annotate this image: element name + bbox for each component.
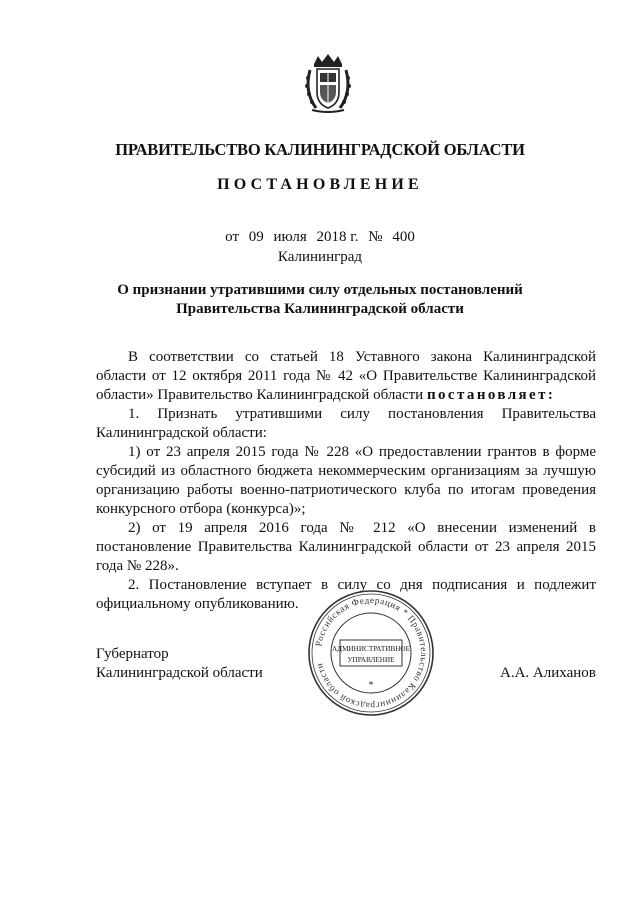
city: Калининград [277, 249, 363, 265]
organization-title: ПРАВИТЕЛЬСТВО КАЛИНИНГРАДСКОЙ ОБЛАСТИ [115, 140, 525, 159]
seal-star: * [368, 680, 374, 691]
date-year: 2018 г. [316, 229, 359, 245]
item-1-1: 1) от 23 апреля 2015 года № 228 «О предоставлении грантов в форме субсидий из областного бюджета некоммерческим организациям за лучшую организацию работы военно-патриотического клуба по итогам проведения конкурсного отбора (конкурса)»; [96, 444, 596, 517]
position-line-2: Калининградской области [96, 665, 263, 681]
date-prefix: от [225, 229, 240, 245]
preamble-paragraph [96, 348, 596, 405]
decree-word: постановляет: [426, 387, 556, 403]
date-day: 09 [248, 229, 264, 245]
item-2: 2. Постановление вступает в силу со дня подписания и подлежит официальному опубликованию. [96, 577, 596, 612]
subject-line-1: О признании утратившими силу отдельных постановлений [117, 282, 523, 298]
seal-center-line-2: УПРАВЛЕНИЕ [347, 656, 395, 664]
document-body [96, 348, 596, 614]
preamble-text: В соответствии со статьей 18 Уставного закона Калининградской области от 12 октября 2011 года № 42 «О Правительстве Калининградской области» Правительство Калининградской области [96, 349, 596, 403]
item-1-2: 2) от 19 апреля 2016 года № 212 «О внесении изменений в постановление Правительства Калининградской области от 23 апреля 2015 года № 228». [96, 520, 596, 574]
document-subject [0, 281, 640, 319]
item-1: 1. Признать утратившими силу постановления Правительства Калининградской области: [96, 406, 596, 441]
seal-center-line-1: АДМИНИСТРАТИВНОЕ [331, 645, 411, 653]
position-line-1: Губернатор [96, 646, 169, 662]
document-type: ПОСТАНОВЛЕНИЕ [217, 176, 423, 193]
date-month: июля [273, 229, 307, 245]
document-number: 400 [392, 229, 415, 245]
number-sign: № [368, 229, 383, 245]
signatory-name: А.А. Алиханов [500, 665, 596, 681]
coat-of-arms-icon [302, 52, 354, 114]
seal-ring-text: Российская Федерация * Правительство Калининградской области [313, 594, 430, 712]
date-number-line [0, 229, 640, 246]
subject-line-2: Правительства Калининградской области [176, 301, 464, 317]
official-seal [306, 588, 436, 718]
signatory-position [96, 645, 263, 683]
